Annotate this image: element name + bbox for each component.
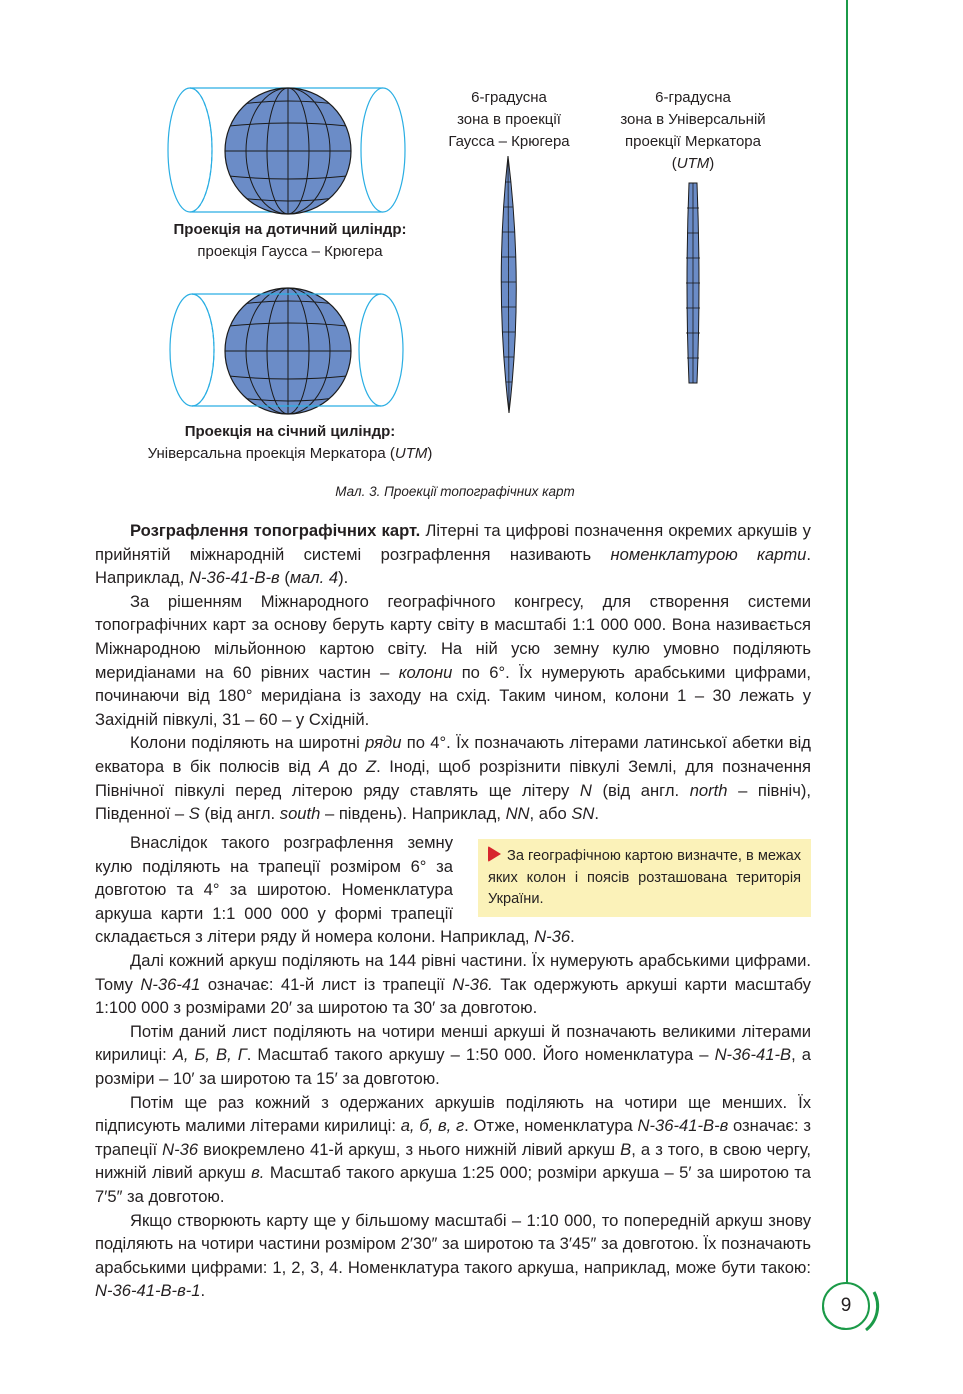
gauss-zone-label: 6-градусна зона в проекції Гаусса – Крюгера	[448, 89, 570, 150]
paragraph-rows: Колони поділяють на широтні ряди по 4°. Їх позначають літерами латинської абетки від екватора в бік полюсів від A до Z. Іноді, щоб розрізнити півкулі Землі, для позначення Північної півкулі перед літерою ряду ставлять ще літеру N (від англ. north – північ), Південної – S (від англ. south – південь). Наприклад, NN, або SN.	[95, 733, 812, 824]
secant-title: Проекція на січний циліндр:	[184, 423, 396, 440]
tangent-cylinder-diagram	[168, 88, 405, 214]
paragraph-25000: Потім ще раз кожний з одержаних аркушів поділяють на чотири ще менших. Їх підписують малими літерами кирилиці: а, б, в, г. Отже, номенклатура N-36-41-В-в означає: з трапеції N-36 виокремлено 41-й аркуш, з нього нижній лівий аркуш В, а з того, в свою чергу, нижній лівий аркуш в. Масштаб такого аркуша 1:25 000; розміри аркуша – 5′ за широтою та 7′5″ за довготою.	[95, 1092, 812, 1206]
secant-caption	[110, 421, 470, 465]
body-text-top	[95, 519, 811, 826]
utm-zone-shape	[686, 183, 700, 383]
tangent-subtitle: проекція Гаусса – Крюгера	[197, 243, 383, 260]
paragraph-50000: Потім даний лист поділяють на чотири менші аркуші й позначають великими літерами кирилиці: А, Б, В, Г. Масштаб такого аркушу – 1:50 000. Його номенклатура – N-36-41-В, а розміри – 10′ за широтою та 15′ за довготою.	[95, 1021, 811, 1088]
paragraph-10000: Якщо створюють карту ще у більшому масштабі – 1:10 000, то попередній аркуш знову поділяють на чотири частини розміром 2′30″ за широтою та 3′45″ за довготою. Їх позначають арабськими цифрами: 1, 2, 3, 4. Номенклатура такого аркуша, наприклад, може бути такою: N-36-41-В-в-1.	[95, 1210, 811, 1301]
globe-icon	[224, 88, 352, 214]
paragraph-trapezoids: Внаслідок такого розграфлення земну кулю поділяють на трапеції розміром 6° за довготою та 4° за широтою. Номенклатура аркуша карти 1:1 000 000 у формі трапеції складається з літери ряду й номера колони. Наприклад, N-36.	[95, 833, 575, 947]
tangent-title: Проекція на дотичний циліндр:	[173, 221, 407, 238]
paragraph-nomenclature: Розграфлення топографічних карт. Літерні та цифрові позначення окремих аркушів у прийнятій міжнародній системі розграфлення називають номенклатурою карти. Наприклад, N-36-41-В-в (мал. 4).	[95, 521, 811, 588]
secant-subtitle: Універсальна проекція Меркатора (UTM)	[147, 445, 433, 462]
secant-cylinder-diagram	[170, 288, 403, 414]
page-number: 9	[840, 1295, 852, 1316]
tangent-caption	[140, 219, 440, 263]
body-text-bottom	[95, 831, 811, 1303]
paragraph-congress: За рішенням Міжнародного географічного конгресу, для створення системи топографічних карт за основу беруть карту світу в масштабі 1:1 000 000. Вона називається Міжнародною мільйонною картою світу. На ній усю земну кулю умовно поділяють меридіанами на 60 рівних частин – колони по 6°. Їх нумерують арабськими цифрами, починаючи від 180° меридіана із заходу на схід. Таким чином, колони 1 – 30 лежать у Західній півкулі, 31 – 60 – у Східній.	[95, 591, 811, 729]
utm-zone-label: 6-градусна зона в Універсальній проекції Меркатора (UTM)	[620, 89, 766, 172]
paragraph-144: Далі кожний аркуш поділяють на 144 рівні частини. Їх нумерують арабськими цифрами. Тому N-36-41 означає: 41-й лист із трапеції N-36. Так одержують аркуші карти масштабу 1:100 000 з розмірами 20′ за широтою та 30′ за довготою.	[95, 950, 811, 1018]
task-note-text: За географічною картою визначте, в межах яких колон і поясів розташована територія України.	[488, 848, 801, 908]
figure-caption: Мал. 3. Проекції топографічних карт	[335, 484, 575, 499]
gauss-kruger-zone-shape	[490, 156, 530, 413]
